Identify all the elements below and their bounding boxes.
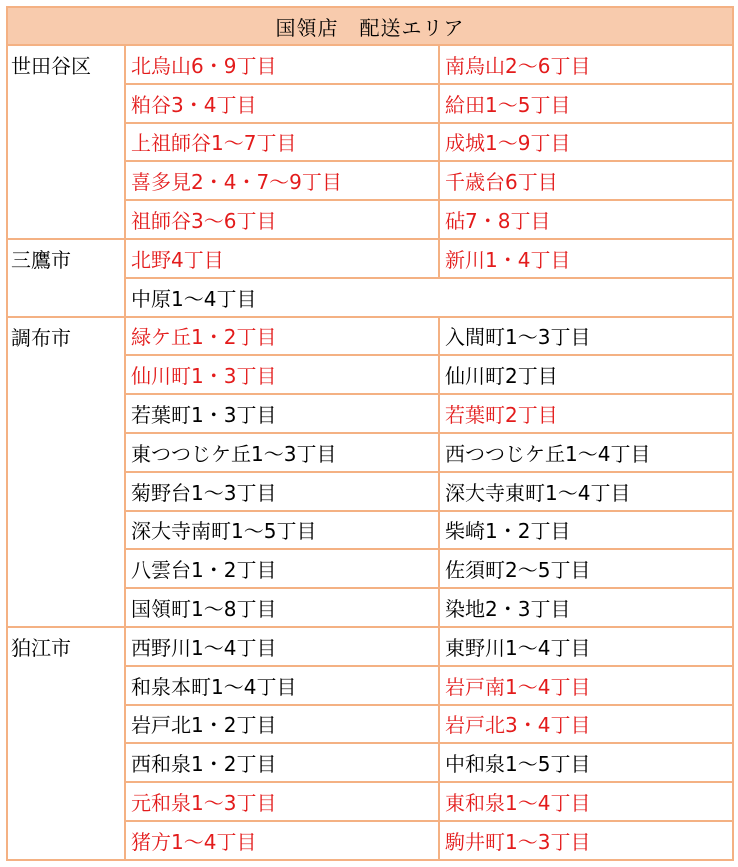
area-cell: 国領町1～8丁目 (125, 588, 439, 627)
area-cell: 粕谷3・4丁目 (125, 84, 439, 123)
area-cell: 仙川町2丁目 (439, 355, 733, 394)
area-cell: 駒井町1～3丁目 (439, 821, 733, 860)
area-cell: 緑ケ丘1・2丁目 (125, 317, 439, 356)
region-name: 調布市 (7, 317, 125, 627)
area-cell: 深大寺南町1～5丁目 (125, 511, 439, 550)
area-cell: 入間町1～3丁目 (439, 317, 733, 356)
area-cell: 柴崎1・2丁目 (439, 511, 733, 550)
area-cell: 成城1～9丁目 (439, 123, 733, 162)
area-cell: 西野川1～4丁目 (125, 627, 439, 666)
region-name: 三鷹市 (7, 239, 125, 317)
area-cell: 和泉本町1～4丁目 (125, 666, 439, 705)
area-cell: 千歳台6丁目 (439, 161, 733, 200)
area-cell: 東つつじケ丘1～3丁目 (125, 433, 439, 472)
table-header-row (7, 7, 733, 45)
area-cell: 上祖師谷1～7丁目 (125, 123, 439, 162)
area-cell: 祖師谷3～6丁目 (125, 200, 439, 239)
area-cell: 深大寺東町1～4丁目 (439, 472, 733, 511)
area-cell: 南烏山2～6丁目 (439, 45, 733, 84)
area-cell: 若葉町2丁目 (439, 394, 733, 433)
table-row (7, 317, 733, 356)
area-cell: 仙川町1・3丁目 (125, 355, 439, 394)
area-cell: 給田1～5丁目 (439, 84, 733, 123)
area-cell: 元和泉1～3丁目 (125, 782, 439, 821)
area-cell: 猪方1～4丁目 (125, 821, 439, 860)
area-cell: 喜多見2・4・7～9丁目 (125, 161, 439, 200)
area-cell: 岩戸南1～4丁目 (439, 666, 733, 705)
region-name: 世田谷区 (7, 45, 125, 239)
region-name: 狛江市 (7, 627, 125, 860)
area-cell: 菊野台1～3丁目 (125, 472, 439, 511)
area-cell: 中原1～4丁目 (125, 278, 733, 317)
area-cell: 砧7・8丁目 (439, 200, 733, 239)
table-row (7, 45, 733, 84)
area-cell: 岩戸北1・2丁目 (125, 705, 439, 744)
area-cell: 岩戸北3・4丁目 (439, 705, 733, 744)
area-cell: 新川1・4丁目 (439, 239, 733, 278)
area-cell: 若葉町1・3丁目 (125, 394, 439, 433)
area-cell: 西つつじケ丘1～4丁目 (439, 433, 733, 472)
table-row (7, 239, 733, 278)
area-cell: 佐須町2～5丁目 (439, 549, 733, 588)
area-cell: 中和泉1～5丁目 (439, 743, 733, 782)
area-cell: 東野川1～4丁目 (439, 627, 733, 666)
delivery-area-table (6, 6, 734, 861)
area-cell: 北烏山6・9丁目 (125, 45, 439, 84)
area-cell: 西和泉1・2丁目 (125, 743, 439, 782)
area-cell: 北野4丁目 (125, 239, 439, 278)
area-cell: 染地2・3丁目 (439, 588, 733, 627)
area-cell: 八雲台1・2丁目 (125, 549, 439, 588)
table-body (7, 45, 733, 860)
table-title: 国領店 配送エリア (7, 7, 733, 45)
area-cell: 東和泉1～4丁目 (439, 782, 733, 821)
table-row (7, 627, 733, 666)
